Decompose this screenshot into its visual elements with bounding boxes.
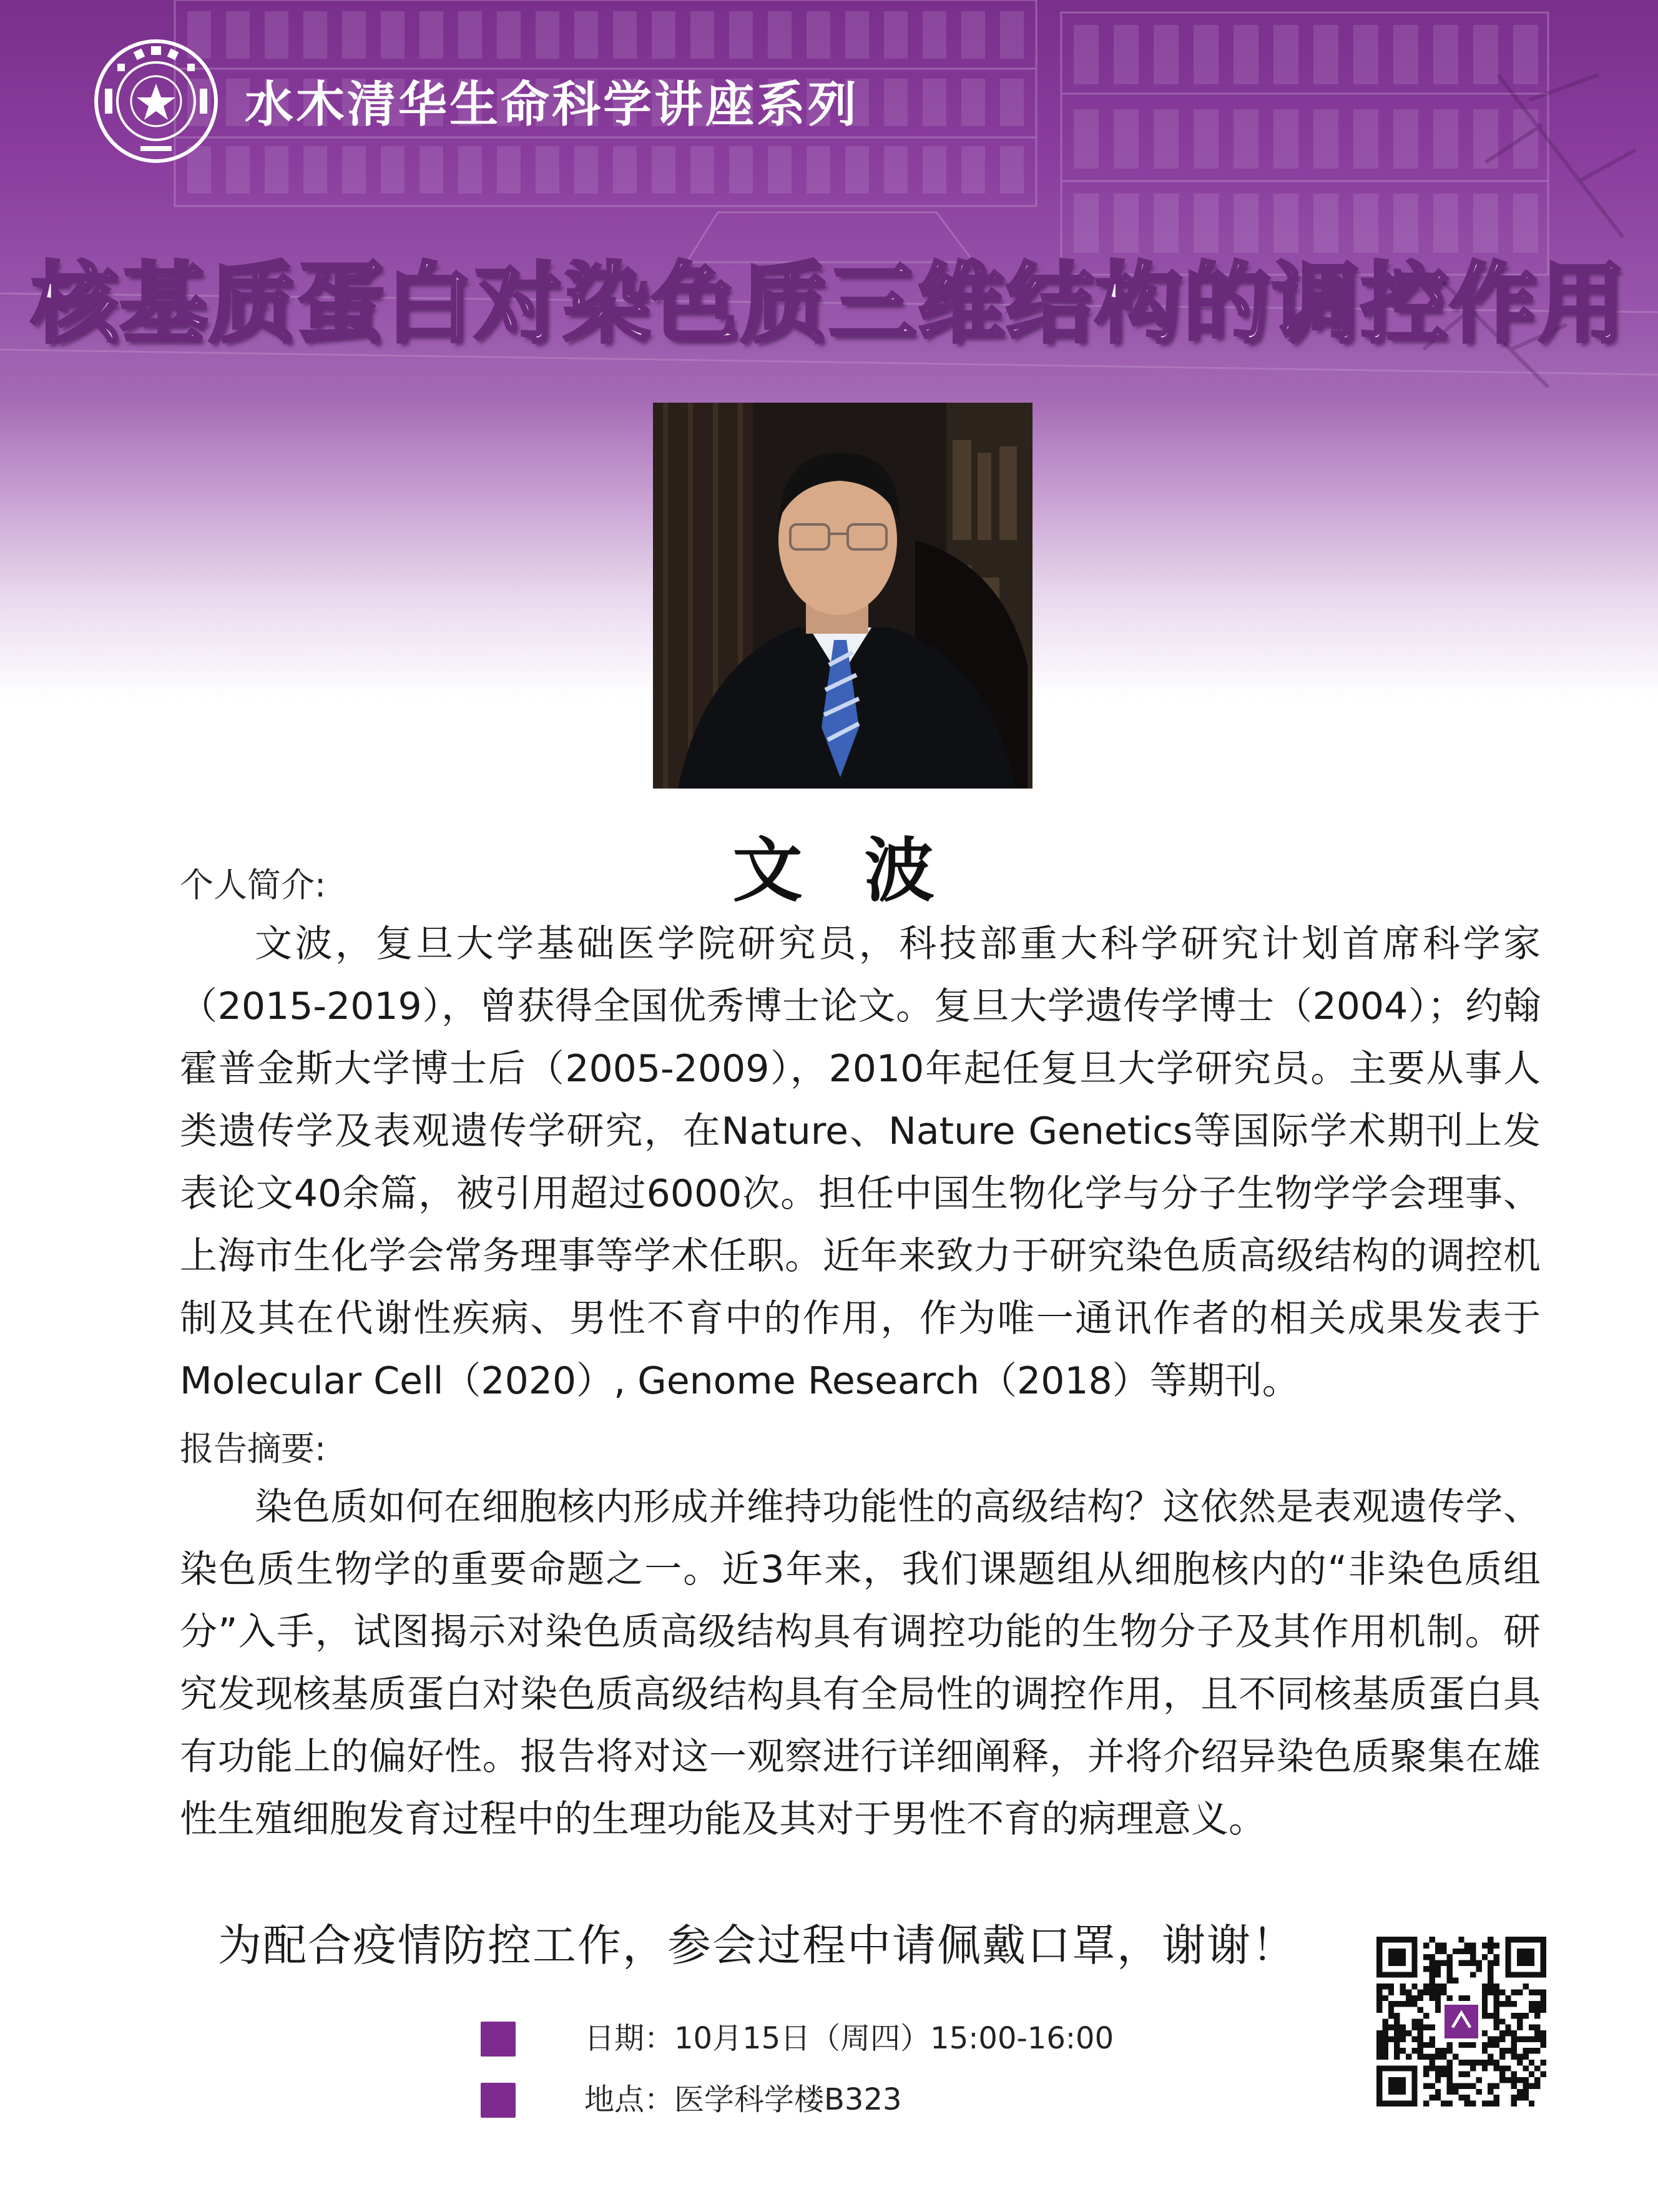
abstract-section-label: 报告摘要: [180,1429,326,1468]
bio-section-label: 个人简介: [180,865,326,905]
mask-notice: 为配合疫情防控工作，参会过程中请佩戴口罩，谢谢！ [218,1920,1297,1971]
event-date: 日期：10月15日（周四）15:00-16:00 [584,2021,1114,2056]
speaker-name: 文 波 [732,830,953,912]
tsinghua-seal-logo [94,39,218,164]
lecture-title: 核基质蛋白对染色质三维结构的调控作用 [31,253,1627,355]
bio-paragraph: 文波，复旦大学基础医学院研究员，科技部重大科学研究计划首席科学家（2015-2019），曾获得全国优秀博士论文。复旦大学遗传学博士（2004）；约翰霍普金斯大学博士后（2005-2009），2010年起任复旦大学研究员。主要从事人类遗传学及表观遗传学研究，在Nature、Nature Genetics等国际学术期刊上发表论文40余篇，被引用超过6000次。担任中国生物化学与分子生物学学会理事、上海市生化学会常务理事等学术任职。近年来致力于研究染色质高级结构的调控机制及其在代谢性疾病、男性不育中的作用，作为唯一通讯作者的相关成果发表于Molecular Cell（2020）, Genome Research（2018）等期刊。 [180,922,1541,1403]
event-location: 地点：医学科学楼B323 [584,2082,902,2117]
qr-center-logo-icon [1445,2005,1478,2038]
qr-code[interactable] [1376,1937,1546,2106]
bullet-square-icon [481,2083,516,2118]
lecture-series-title: 水木清华生命科学讲座系列 [245,77,860,133]
speaker-portrait-photo [653,403,1033,789]
abstract-paragraph: 染色质如何在细胞核内形成并维持功能性的高级结构？这依然是表观遗传学、染色质生物学的重要命题之一。近3年来，我们课题组从细胞核内的“非染色质组分”入手，试图揭示对染色质高级结构具有调控功能的生物分子及其作用机制。研究发现核基质蛋白对染色质高级结构具有全局性的调控作用，且不同核基质蛋白具有功能上的偏好性。报告将对这一观察进行详细阐释，并将介绍异染色质聚集在雄性生殖细胞发育过程中的生理功能及其对于男性不育的病理意义。 [180,1485,1541,1841]
bullet-square-icon [481,2022,516,2057]
